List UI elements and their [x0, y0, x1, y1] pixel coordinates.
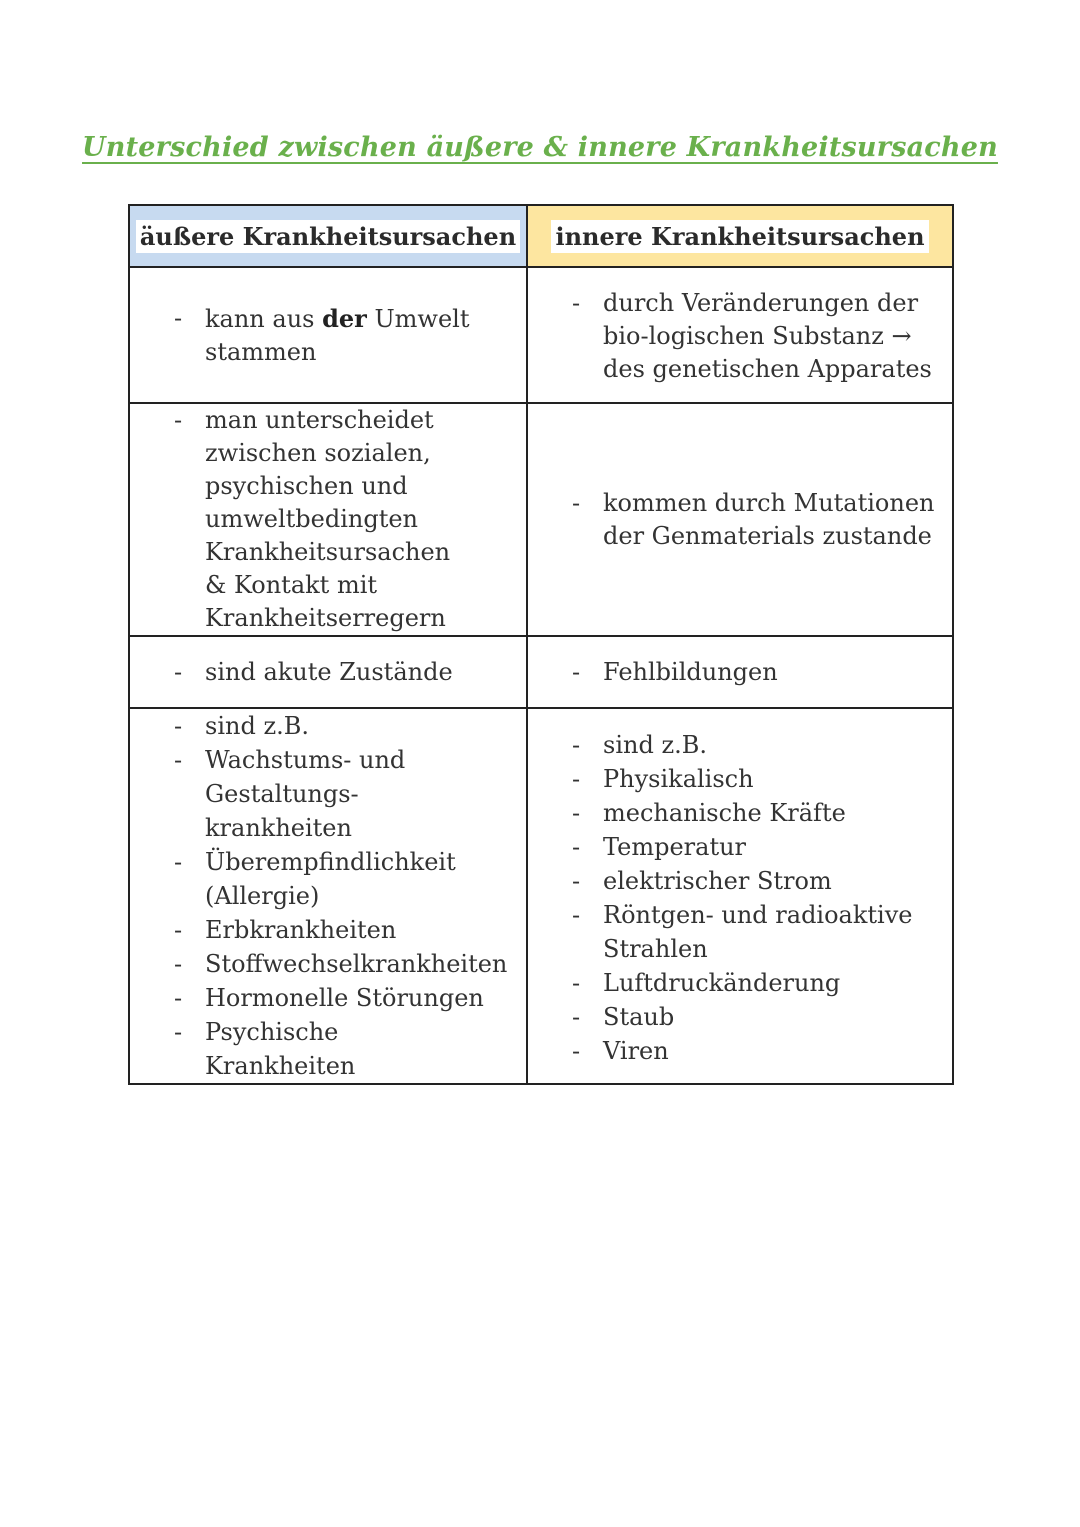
- list-item: - man unterscheidet zwischen sozialen, psychischen und umweltbedingten Krankheitsursachen & Kontakt mit Krankheitserregern: [205, 404, 466, 635]
- list-item: - Erbkrankheiten: [205, 913, 496, 947]
- cell-left: [129, 403, 527, 636]
- cell-right: [527, 708, 953, 1084]
- cell-left: [129, 708, 527, 1084]
- table-row: [129, 267, 953, 403]
- list-item: - kommen durch Mutationen der Genmaterials zustande: [603, 487, 942, 553]
- list-item: - Physikalisch: [603, 762, 942, 796]
- cell-left: [129, 636, 527, 708]
- list-item: - Temperatur: [603, 830, 942, 864]
- list-item: - Fehlbildungen: [603, 656, 942, 689]
- list-item: - mechanische Kräfte: [603, 796, 942, 830]
- list-item: - Hormonelle Störungen: [205, 981, 496, 1015]
- list-item: - Überempfindlichkeit (Allergie): [205, 845, 496, 913]
- header-internal-causes: innere Krankheitsursachen: [527, 205, 953, 267]
- page-title: Unterschied zwischen äußere & innere Krankheitsursachen: [82, 132, 998, 163]
- list-item: - Wachstums- und Gestaltungs-krankheiten: [205, 743, 496, 845]
- table-row: [129, 708, 953, 1084]
- header-external-causes: äußere Krankheitsursachen: [129, 205, 527, 267]
- list-item: - Luftdruckänderung: [603, 966, 942, 1000]
- cell-right: [527, 267, 953, 403]
- list-item: - durch Veränderungen der bio-logischen Substanz → des genetischen Apparates: [603, 287, 942, 386]
- cell-right: [527, 403, 953, 636]
- list-item: - Stoffwechselkrankheiten: [205, 947, 496, 981]
- list-item: - Psychische Krankheiten: [205, 1015, 496, 1083]
- list-item: - Viren: [603, 1034, 942, 1068]
- list-item: - Röntgen- und radioaktive Strahlen: [603, 898, 942, 966]
- list-item: - sind z.B.: [603, 728, 942, 762]
- table-row: [129, 403, 953, 636]
- cell-right: [527, 636, 953, 708]
- list-item: - sind akute Zustände: [205, 656, 516, 689]
- table-row: [129, 636, 953, 708]
- list-item: - Staub: [603, 1000, 942, 1034]
- list-item: - kann aus der Umwelt stammen: [205, 302, 516, 369]
- list-item: - elektrischer Strom: [603, 864, 942, 898]
- comparison-table: [128, 204, 954, 1085]
- cell-left: [129, 267, 527, 403]
- table-header-row: [129, 205, 953, 267]
- list-item: - sind z.B.: [205, 709, 496, 743]
